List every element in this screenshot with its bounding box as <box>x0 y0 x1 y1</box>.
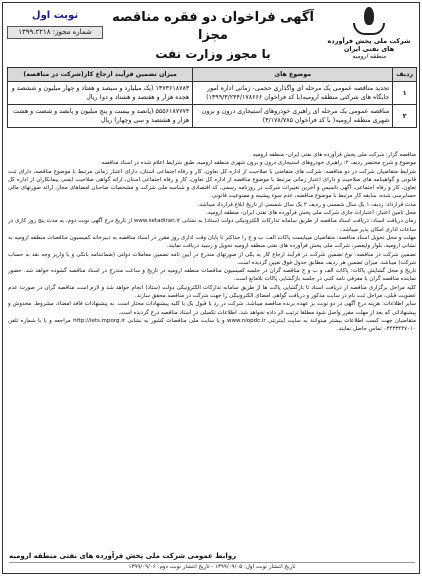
ad-subtitle: با مجوز وزارت نفت <box>155 47 271 61</box>
row-number: ۲ <box>393 105 417 128</box>
table-header-row <box>8 68 417 82</box>
row-guarantee-amount: ۵۵۵۶۱۸۷۷۷۴ (پانصد و بیست و پنج میلیون و پانصد و شصت و هشت هزار و هشتصد و سی وچهار) ریال <box>8 105 193 128</box>
body-paragraph: سایر اطلاعات: هزینه درج آگهی در دو نوبت بر عهده برنده مناقصه میباشد. شرکت در رد یا قبول یک یا کلیه پیشنهادات مختار است. به پیشنهادات فاقد امضاء، مشروط، مخدوش و پیشنهاداتی که بعد از مهلت مقرر واصل شود مطلقا ترتیب اثر داده نخواهد شد. اطلاعات تکمیلی در اسناد مناقصه درج گردیده است. <box>8 301 416 316</box>
body-paragraph: تضمین شرکت در مناقصه: نوع تضمین شرکت در فرآیند ارجاع کار به یکی از صورتهای مندرج در آیین نامه تضمین معاملات دولتی (ضمانتنامه بانکی و یا واریز وجه نقد به حساب شرکت) میباشد. میزان تضمین هر ردیف مطابق جدول فوق تعیین گردیده است. <box>8 251 416 266</box>
body-paragraph: متقاضیان جهت کسب اطلاعات بیشتر میتوانند به سایت اینترنتی www.niopdc.ir و یا سایت ملی مناقصات کشور به نشانی http://iets.mporg.ir مراجعه و یا با شماره تلفن ۰۴۴۳۳۴۴۷۰۱۰ تماس حاصل نمایند. <box>8 317 416 333</box>
body-paragraph: تاریخ و محل گشایش پاکات: پاکات الف و ب و ج مناقصه گران در جلسه کمیسیون مناقصات منطقه ارومیه در تاریخ و ساعت مندرج در اسناد مناقصه گشوده خواهد شد. حضور نماینده مناقصه گران با معرفی نامه کتبی در جلسه بازگشایی پاکات بلامانع است. <box>8 268 416 283</box>
body-paragraph: مهلت و محل تحویل اسناد مناقصه: متقاضیان میبایست پاکات الف، ب و ج را حداکثر تا پایان وقت اداری روز مقرر در اسناد مناقصه به دبیرخانه کمیسیون مناقصات منطقه ارومیه به نشانی ارومیه، بلوار ولیعصر، شرکت ملی پخش فرآورده های نفتی منطقه ارومیه تحویل و رسید دریافت نمایند. <box>8 234 416 250</box>
tenders-table <box>7 67 417 128</box>
body-paragraph: شرایط متقاضیان شرکت در دو مناقصه: شرکت های متقاضی با صلاحیت از اداره کل تعاون، کار و رفاه اجتماعی استان، دارای اعتبار زمانی مرتبط با موضوع مناقصه، دارای ثبت قانونی و گواهینامه های صلاحیت و دارای اعتبار زمانی مرتبط با موضوع مناقصه از اداره کل تعاون، کار و رفاه اجتماعی استان، ارائه گواهی صلاحیت ایمنی پیمانکاران از اداره کل تعاون، کار و رفاه اجتماعی، آگهی تاسیس و آخرین تغییرات شرکت در روزنامه رسمی، کد اقتصادی و شناسه ملی شرکت و مشخصات صاحبان امضاهای مجاز، ارائه صورتهای مالی حسابرسی شده، سابقه کار مرتبط با موضوع مناقصه، عدم سوء پیشینه و ممنوعیت قانونی. <box>8 168 416 200</box>
col-header-row-num: ردیف <box>393 68 417 82</box>
ad-body <box>8 151 416 559</box>
permit-number: شماره مجوز: ۱۳۹۹.۲۲۱۸ <box>7 26 103 39</box>
ad-header <box>3 5 419 67</box>
flame-logo-icon <box>351 7 387 37</box>
ad-title-block <box>111 9 315 63</box>
row-subject: مناقصه عمومی یک مرحله ای راهبری خودروهای استیجاری درون و برون شهری منطقه ارومیه( با کد فراخوان ۳/۱۷۸/۷۸۵) <box>193 105 393 128</box>
body-paragraph: کلیه مراحل برگزاری مناقصه از دریافت اسناد تا بازگشایی پاکت ها از طریق سامانه تدارکات الکترونیکی دولت (ستاد) انجام خواهد شد و لازم است مناقصه گران در صورت عدم عضویت قبلی، مراحل ثبت نام در سایت مذکور و دریافت گواهی امضای الکترونیکی را جهت شرکت در مناقصه محقق سازند. <box>8 284 416 300</box>
advertisement-page <box>2 2 420 574</box>
company-logo <box>323 7 415 63</box>
notice-round-label: نوبت اول <box>31 10 79 21</box>
body-paragraph: موضوع و شرح مختصر ردیف ۲: راهبری خودروهای استیجاری درون و برون شهری منطقه ارومیه، طبق شرایط اعلام شده در اسناد مناقصه. <box>100 160 416 167</box>
col-header-subject: موضوع های <box>193 68 393 82</box>
body-paragraph: زمان دریافت اسناد: دریافت اسناد مناقصه از طریق سامانه تدارکات الکترونیکی دولت (ستاد) به نشانی www.setadiran.ir از تاریخ درج آگهی نوبت دوم، به مدت پنج روز کاری در ساعات اداری امکان پذیر میباشد. <box>8 218 416 233</box>
row-guarantee-amount: ۱۳۷۳۶۱۸۷۸۳ (یک میلیارد و سیصد و هفتاد و چهار میلیون و ششصد و هجده هزار و هفتصد و هشتاد و دو) ریال <box>8 82 193 105</box>
public-relations-signature: روابط عمومی شرکت ملی پخش فرآورده های نفتی منطقه ارومیه <box>9 552 237 560</box>
col-header-guarantee: میزان تضمین فرآیند ارجاع کار(شرکت در مناقصه) <box>8 68 193 82</box>
body-paragraph: محل تامین اعتبار: اعتبارات جاری شرکت ملی پخش فرآورده های نفتی ایران- منطقه ارومیه. <box>206 210 416 217</box>
table-row <box>8 105 417 128</box>
table-row <box>8 82 417 105</box>
publication-dates: تاریخ انتشار نوبت اول: ۱۳۹۹/۰۹/۰۵ - تاریخ انتشار نوبت دوم: ۱۳۹۹/۰۹/۰۶ <box>9 562 415 571</box>
row-subject: تجدید مناقصه عمومی یک مرحله ای واگذاری حجمی- زمانی اداره امور جایگاه های شرکتی منطقه ارومیه(با کد فراخوان ۱۳۹۹/۳/۲۴۴/۱۷۸۶۶۶) <box>193 82 393 105</box>
region-name: منطقه ارومیه <box>352 53 386 60</box>
notice-info <box>7 9 103 39</box>
body-paragraph: مدت قرارداد: ردیف ۱ یک سال شمسی و ردیف ۲ یک سال شمسی از تاریخ ابلاغ قرارداد میباشد. <box>197 201 416 208</box>
row-number: ۱ <box>393 82 417 105</box>
company-name: شرکت ملی پخش فرآورده های نفتی ایران <box>327 37 411 53</box>
ad-title: آگهی فراخوان دو فقره مناقصه مجزا <box>112 10 314 43</box>
body-paragraph: مناقصه گزار: شرکت ملی پخش فرآورده های نفتی ایران- منطقه ارومیه <box>252 152 416 158</box>
